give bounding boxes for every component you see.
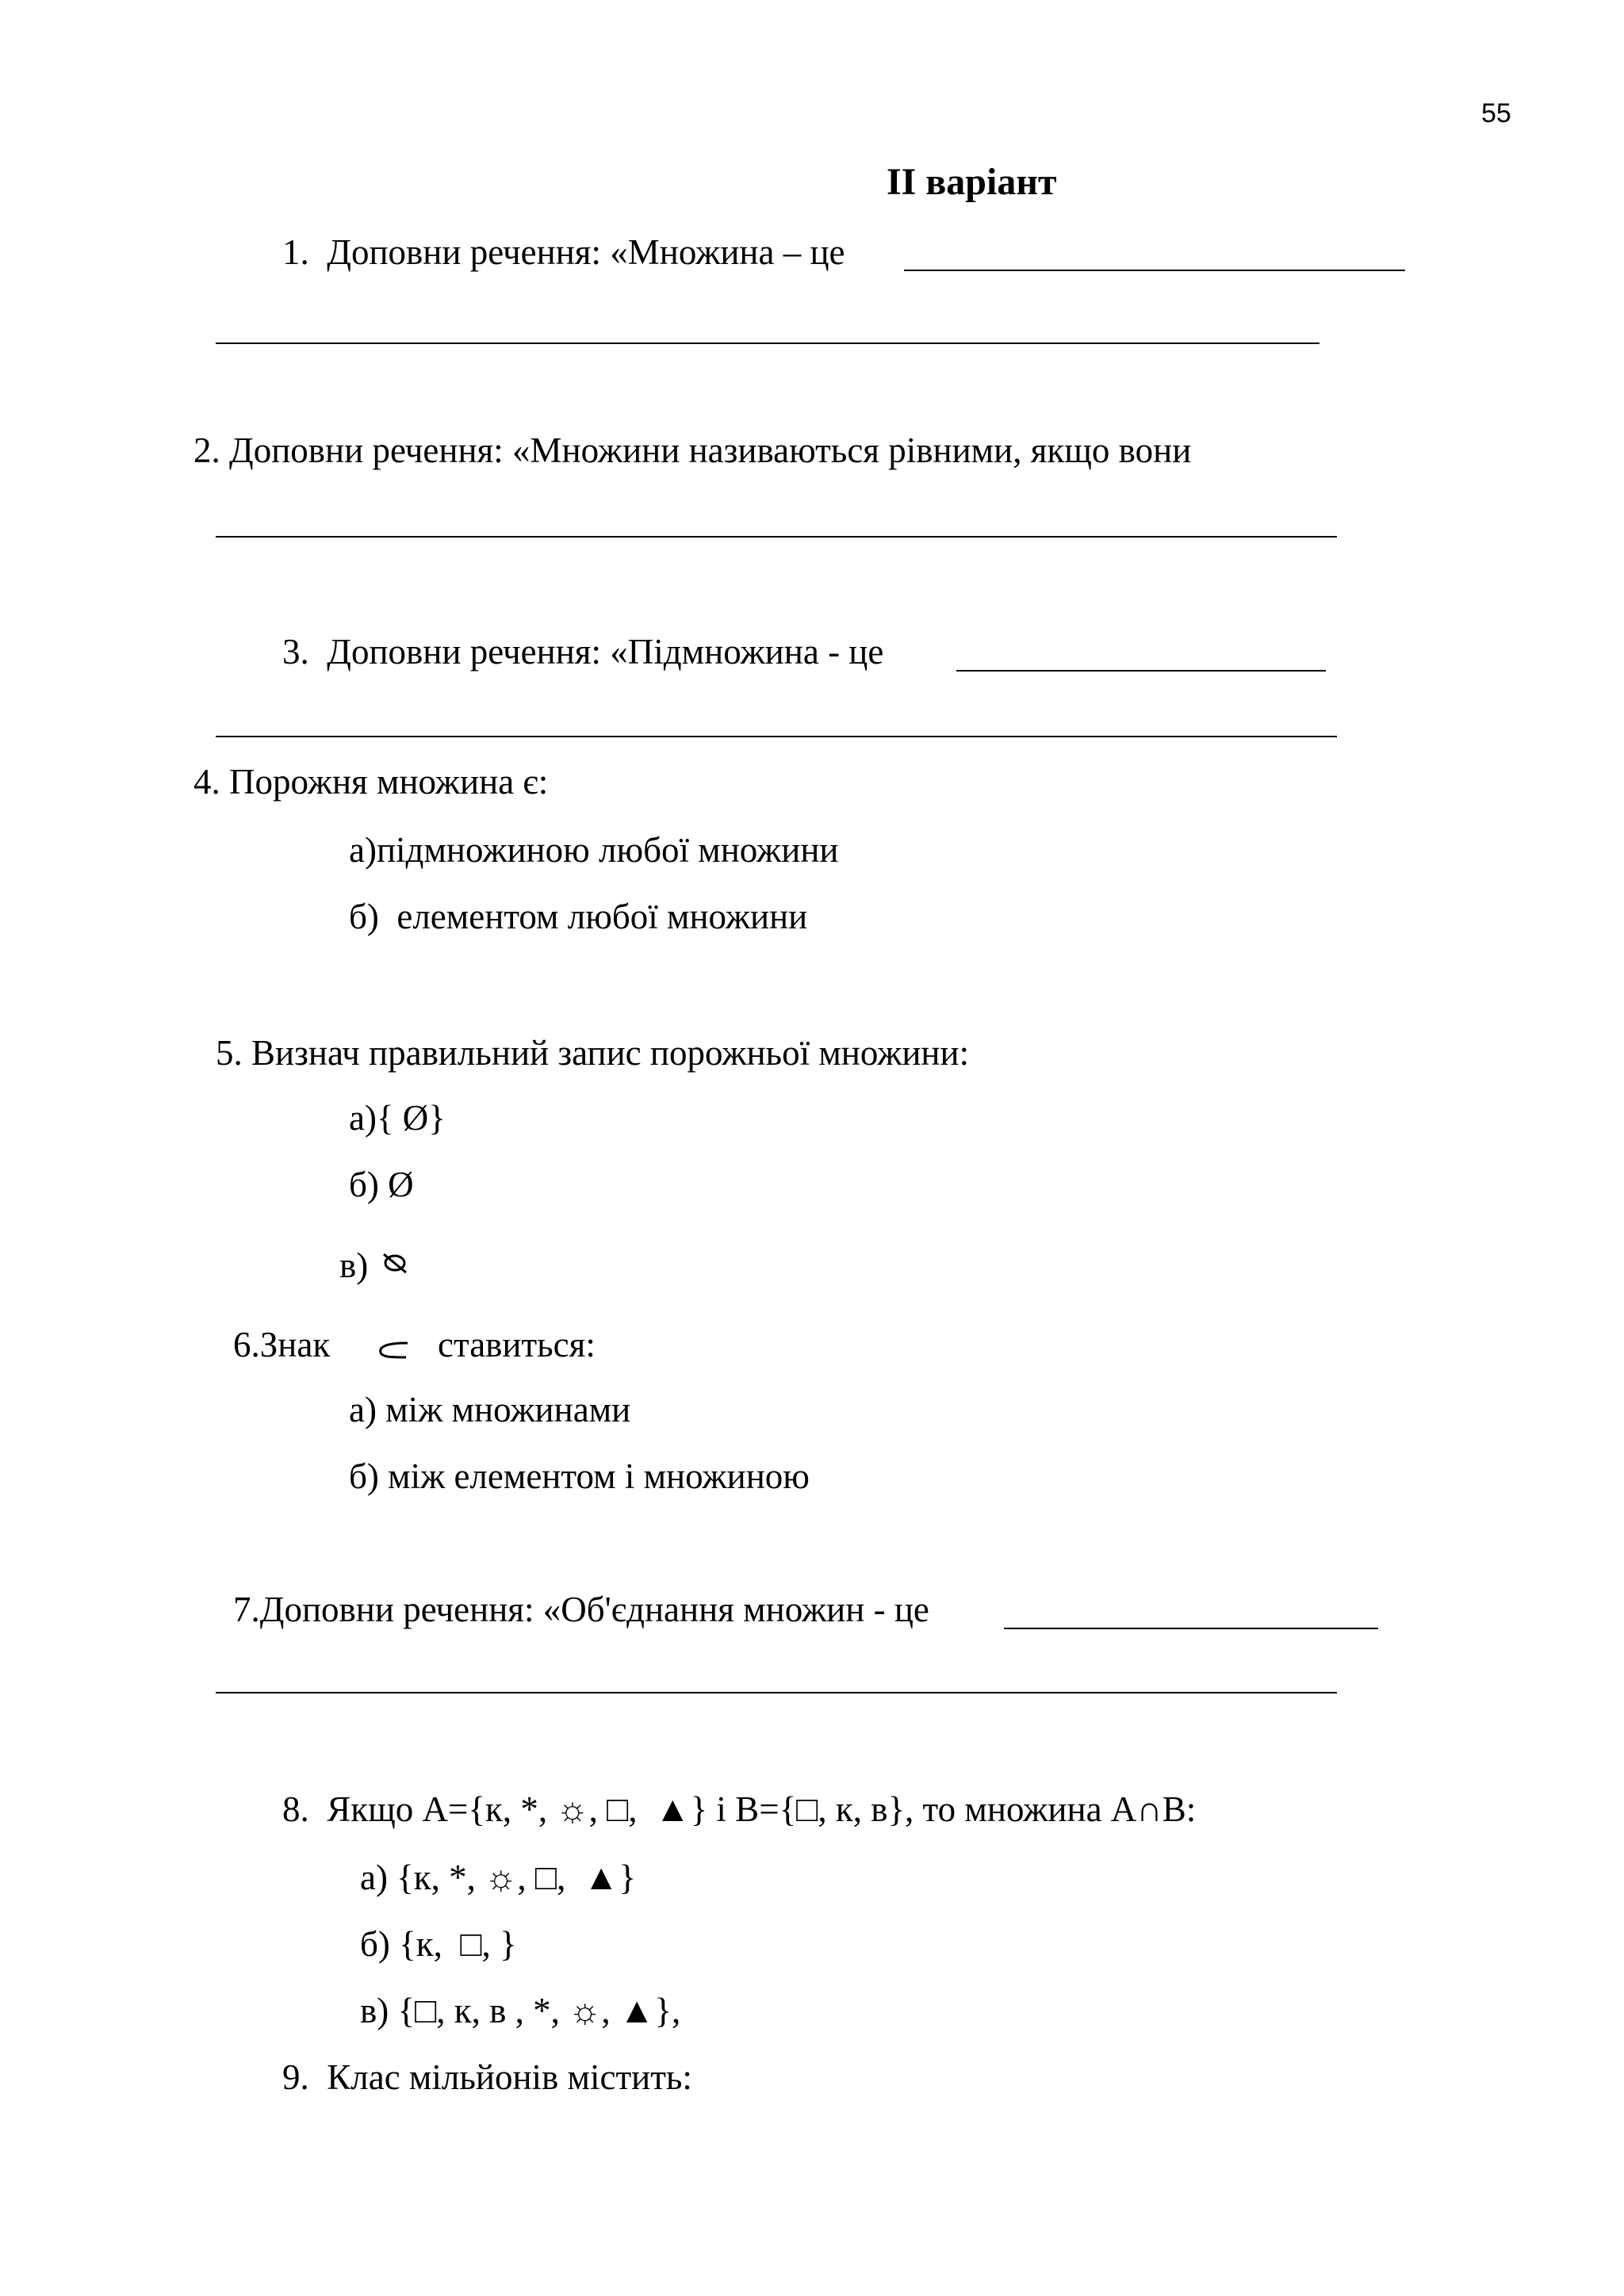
question-4-option-b: б) елементом любої множини (349, 897, 808, 936)
page-title: ІІ варіант (887, 161, 1057, 203)
crossed-empty-set-icon (381, 1251, 409, 1275)
question-3-answer-line[interactable] (956, 670, 1326, 672)
question-8-option-b: б) {к, □, } (360, 1924, 517, 1964)
question-6-text-after: ставиться: (438, 1325, 596, 1364)
question-7-text: 7.Доповни речення: «Об'єднання множин - це (233, 1590, 929, 1629)
question-6-text-before: 6.Знак (233, 1325, 331, 1364)
question-1-text: 1. Доповни речення: «Множина – це (282, 232, 845, 272)
question-6-option-a: а) між множинами (349, 1390, 631, 1429)
question-3-text: 3. Доповни речення: «Підмножина - це (282, 632, 884, 672)
question-8-option-a: а) {к, *, ☼, □, ▲} (360, 1858, 636, 1897)
question-4-text: 4. Порожня множина є: (193, 762, 549, 802)
question-8-option-c: в) {□, к, в , *, ☼, ▲}, (360, 1991, 681, 2030)
question-5-option-b: б) Ø (349, 1165, 414, 1204)
question-4-option-a: а)підмножиною любої множини (349, 830, 839, 870)
question-1-answer-line-2[interactable] (216, 342, 1320, 344)
subset-icon (376, 1340, 411, 1364)
question-2-answer-line[interactable] (216, 536, 1337, 538)
question-8-text: 8. Якщо А={к, *, ☼, □, ▲} і В={□, к, в}, то множина А∩В: (282, 1789, 1197, 1829)
page-number: 55 (1481, 98, 1511, 128)
question-2-text: 2. Доповни речення: «Множини називаються рівними, якщо вони (193, 430, 1192, 470)
question-5-text: 5. Визнач правильний запис порожньої множини: (216, 1033, 970, 1073)
question-7-answer-line[interactable] (1004, 1628, 1378, 1629)
question-1-answer-line[interactable] (904, 270, 1405, 271)
question-9-text: 9. Клас мільйонів містить: (282, 2057, 692, 2097)
question-5-option-c: в) (339, 1246, 369, 1285)
question-3-answer-line-2[interactable] (216, 736, 1337, 737)
question-6-option-b: б) між елементом і множиною (349, 1456, 810, 1496)
question-7-answer-line-2[interactable] (216, 1692, 1337, 1693)
question-5-option-a: а){ Ø} (349, 1098, 446, 1138)
